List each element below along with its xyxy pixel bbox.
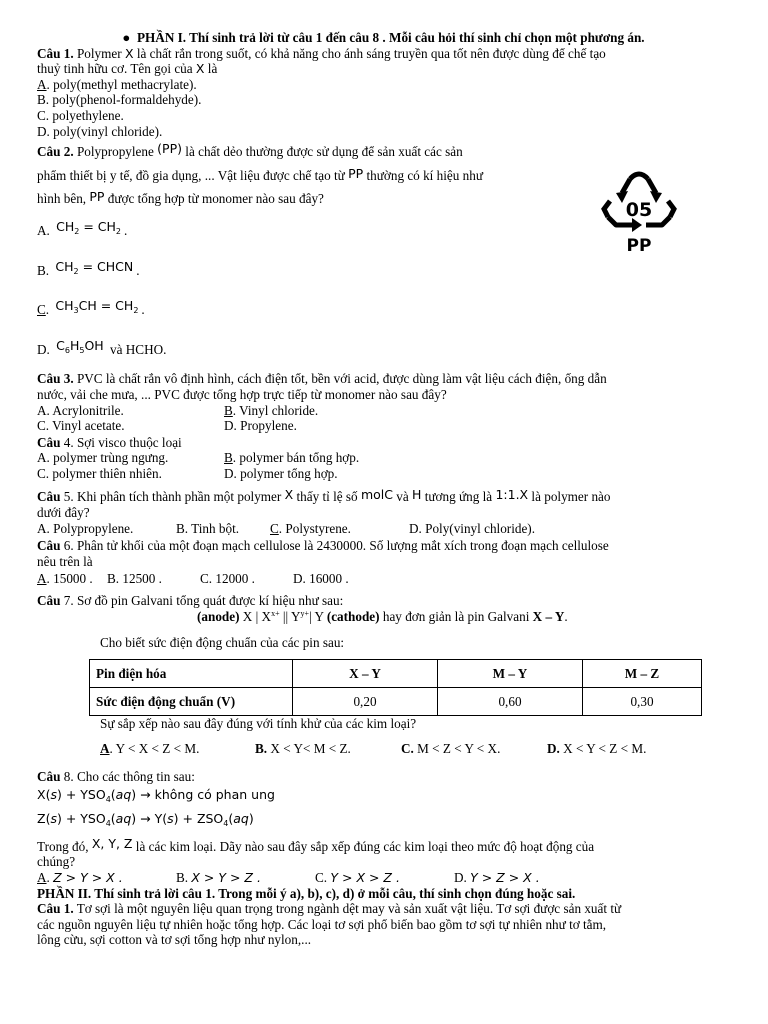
q7-option-b[interactable]: B. X < Y< M < Z.: [255, 741, 351, 757]
q6-label: Câu: [37, 538, 61, 554]
q8-option-c[interactable]: C. Y > X > Z .: [315, 869, 400, 885]
arrow-icon: →: [140, 811, 151, 827]
q8-option-a[interactable]: A. Z > Y > X .: [37, 869, 123, 885]
emf-table: [89, 659, 702, 716]
q6-option-c[interactable]: C. 12000 .: [200, 571, 255, 587]
formula-ethylene: $CH_2 = CH_2$: [56, 218, 122, 236]
q6-option-b[interactable]: B. 12500 .: [107, 571, 162, 587]
question-3: Câu 3. PVC là chất rắn vô định hình, cách điện tốt, bền với acid, được dùng làm vật liệu cách điện, ống dẫn nước, vải che mưa, ... PVC được tổng hợp trực tiếp từ monomer nào sau đây? A. Acrylonitrile. B. Vinyl chloride. C. Vinyl acetate. D. Propylene.: [37, 371, 607, 434]
recycle-number: 05: [625, 199, 653, 221]
q8-option-d[interactable]: D. Y > Z > X .: [454, 869, 540, 885]
question-1: Câu 1. Polymer X là chất rắn trong suốt, có khả năng cho ánh sáng truyền qua tốt nên được dùng để chế tạo thuỷ tinh hữu cơ. Tên gọi của X là A. poly(methyl methacrylate). B. poly(phenol-formaldehyde). C. polyethylene. D. poly(vinyl chloride).: [37, 46, 730, 140]
question-4: Câu 4. Sợi visco thuộc loại A. polymer trùng ngưng. B. polymer bán tổng hợp. C. polymer thiên nhiên. D. polymer tổng hợp.: [37, 434, 360, 481]
section-2-header: PHẦN II. Thí sinh trả lời câu 1. Trong mỗi ý a), b), c), d) ở mỗi câu, thí sinh chọn đúng hoặc sai.: [37, 885, 576, 901]
bullet-icon: ●: [122, 30, 134, 45]
q4-option-c[interactable]: C. polymer thiên nhiên.: [37, 465, 162, 481]
q7-option-a[interactable]: A. Y < X < Z < M.: [100, 741, 200, 757]
question-8: Câu 8. Cho các thông tin sau: $X(s) + YSO_4(aq)$ → không có phan ung $Z(s) + YSO_4(aq) \to Y(s) + ZSO_4(aq)$ Trong đó, X, Y, Z là các kim loại. Dãy nào sau đây sắp xếp đúng các kim loại theo mức độ hoạt động của chúng? A. Z > Y > X . B. X > Y > Z . C. Y > X > Z . D. Y > Z > X .: [37, 769, 730, 886]
q3-option-c[interactable]: C. Vinyl acetate.: [37, 418, 125, 434]
q1-option-d[interactable]: D. poly(vinyl chloride).: [37, 123, 163, 139]
question-6: Câu 6. Phân tử khối của một đoạn mạch cellulose là 2430000. Số lượng mắt xích trong đoạn mạch cellulose nêu trên là A. 15000 . B. 12500 . C. 12000 . D. 16000 .: [37, 538, 609, 587]
question-2: Câu 2. Polypropylene (PP) là chất dẻo thường được sử dụng để sản xuất các sản phẩm thiết bị y tế, đồ gia dụng, ... Vật liệu được chế tạo từ PP thường có kí hiệu như hình bên, PP được tổng hợp từ monomer nào sau đây? A. $CH_2 = CH_2$ . B. $CH_2$ = CHCN . C. $CH_3CH = CH_2$ . D. $C_6H_5OH$ và HCHO.: [37, 141, 730, 357]
q7-option-c[interactable]: C. M < Z < Y < X.: [401, 741, 501, 757]
q2-option-d[interactable]: D. $C_6H_5OH$ và HCHO.: [37, 337, 167, 357]
reaction-1: $X(s) + YSO_4(aq)$ → không có phan ung: [37, 786, 275, 804]
q1-label: Câu 1.: [37, 45, 74, 61]
q2-option-a[interactable]: A. $CH_2 = CH_2$ .: [37, 218, 128, 238]
q4-option-b[interactable]: B. polymer bán tổng hợp.: [224, 450, 360, 466]
recycle-label: PP: [626, 236, 652, 256]
q7-option-d[interactable]: D. X < Y < Z < M.: [547, 741, 647, 757]
q5-option-d[interactable]: D. Poly(vinyl chloride).: [409, 520, 535, 536]
arrow-icon: →: [140, 786, 151, 802]
q1-option-c[interactable]: C. polyethylene.: [37, 107, 124, 123]
formula-phenol: $C_6H_5OH$: [56, 337, 104, 355]
q1-polymer-x: X: [124, 45, 134, 61]
table-row: Sức điện động chuẩn (V) 0,20 0,60 0,30: [90, 687, 702, 715]
q8-option-b[interactable]: B. X > Y > Z .: [176, 869, 261, 885]
q3-option-b[interactable]: B. Vinyl chloride.: [224, 402, 319, 418]
q3-label: Câu 3.: [37, 371, 74, 387]
q5-option-a[interactable]: A. Polypropylene.: [37, 520, 134, 536]
q4-option-a[interactable]: A. polymer trùng ngưng.: [37, 450, 169, 466]
q7-label: Câu: [37, 593, 61, 609]
q2-label: Câu 2.: [37, 144, 74, 160]
recycle-pp-icon: [596, 165, 682, 257]
q2-option-b[interactable]: B. $CH_2$ = CHCN .: [37, 258, 140, 278]
q3-option-d[interactable]: D. Propylene.: [224, 418, 297, 434]
q3-option-a[interactable]: A. Acrylonitrile.: [37, 402, 124, 418]
formula-propylene: $CH_3CH = CH_2$: [55, 298, 139, 316]
question-7: Câu 7. Sơ đồ pin Galvani tổng quát được kí hiệu như sau: (anode) X | $X^{x+}$ || $Y^{y+}|$ Y (cathode) hay đơn giản là pin Galvani X – Y. Cho biết sức điện động chuẩn của các pin sau: Pin điện hóa X – Y M – Y M – Z Sức điện động chuẩn (V) 0,20 0,60 0,30 Sự sắp xếp nào sau đây đúng với tính khử của các kim loại? A. Y < X < Z < M. B. X < Y< M < Z. C. M < Z < Y < X. D. X < Y < Z < M.: [37, 593, 730, 757]
q8-label: Câu: [37, 769, 61, 784]
q5-option-c[interactable]: C. Polystyrene.: [270, 520, 351, 536]
table-header-row: Pin điện hóa X – Y M – Y M – Z: [90, 659, 702, 687]
q1-option-a[interactable]: A. poly(methyl methacrylate).: [37, 76, 197, 92]
formula-acrylonitrile: $CH_2$ = CHCN: [55, 258, 134, 276]
q5-option-b[interactable]: B. Tinh bột.: [176, 520, 240, 536]
galvani-scheme: (anode) X | $X^{x+}$ || $Y^{y+}|$ Y (cathode) hay đơn giản là pin Galvani X – Y.: [197, 608, 568, 624]
q5-label: Câu: [37, 489, 61, 505]
q6-option-d[interactable]: D. 16000 .: [293, 571, 349, 587]
section-1-header: ● PHẦN I. Thí sinh trả lời từ câu 1 đến câu 8 . Mỗi câu hỏi thí sinh chỉ chọn một phương án.: [122, 30, 645, 45]
q2-option-c[interactable]: C. $CH_3CH = CH_2$ .: [37, 298, 145, 318]
q1-option-b[interactable]: B. poly(phenol-formaldehyde).: [37, 92, 202, 108]
question-5: Câu 5. Khi phân tích thành phần một polymer X thấy tỉ lệ số molC và H tương ứng là 1:1.X là polymer nào dưới đây? A. Polypropylene. B. Tinh bột. C. Polystyrene. D. Poly(vinyl chloride).: [37, 487, 611, 536]
q6-option-a[interactable]: A. 15000 .: [37, 571, 93, 587]
q4-option-d[interactable]: D. polymer tổng hợp.: [224, 465, 338, 481]
reaction-2: $Z(s) + YSO_4(aq) \to Y(s) + ZSO_4(aq)$: [37, 811, 254, 829]
part2-question-1: Câu 1. Tơ sợi là một nguyên liệu quan trọng trong ngành dệt may và sản xuất vật liệu. Tơ sợi được sản xuất từ các nguồn nguyên liệu tự nhiên hoặc tổng hợp. Các loại tơ sợi phổ biến bao gồm tơ sợi tự nhiên như tơ tằm, lông cừu, sợi cotton và tơ sợi tổng hợp như nylon,...: [37, 901, 622, 948]
q4-label: Câu: [37, 434, 61, 450]
